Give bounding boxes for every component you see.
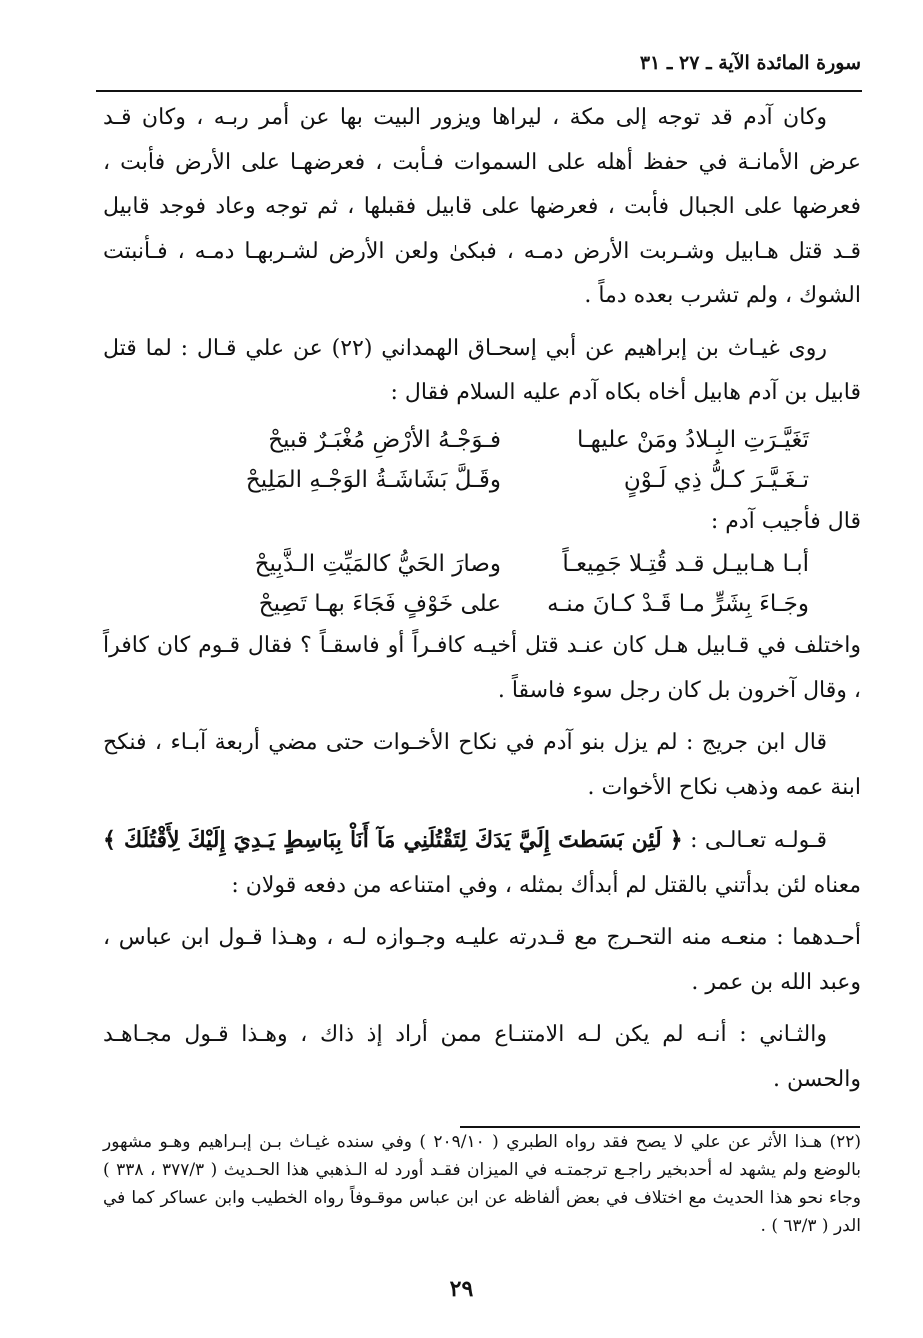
paragraph-ibn-jurayj: قال ابن جريج : لم يزل بنو آدم في نكاح الأخـوات حتى مضي أربعة آبـاء ، فنكح ابنة عمه وذهب نكاح الأخوات . <box>103 730 861 800</box>
verse-line <box>103 544 861 584</box>
verse-hemistich-second: وقَـلَّ بَشَاشَـةُ الوَجْـهِ المَلِيحْ <box>245 466 501 493</box>
quran-quote: ﴿ لَئِن بَسَطتَ إِلَيَّ يَدَكَ لِتَقْتُلَنِي مَآ أَنَاْ بِبَاسِطٍ يَـدِيَ إِلَيْكَ لِأَقْتُلَكَ ﴾ <box>103 827 683 853</box>
poem-reply <box>103 544 861 624</box>
verse-line <box>103 460 861 500</box>
verse-hemistich-second: فـوَجْـهُ الأرْضِ مُغْبَـرٌ قبيحْ <box>268 426 501 453</box>
footnote <box>103 1128 861 1240</box>
verse-hemistich-first: أبـا هـابيـل قـد قُتِـلا جَمِيعـاً <box>562 551 809 577</box>
verse-line <box>103 420 861 460</box>
paragraph-reply-intro: قال فأجيب آدم : <box>710 508 861 534</box>
quran-explanation: معناه لئن بدأتني بالقتل لم أبدأك بمثله ، وفي امتناعه من دفعه قولان : <box>231 872 861 898</box>
paragraph-adam-mecca: وكان آدم قد توجه إلى مكة ، ليراها ويزور البيت بها عن أمر ربـه ، وكان قـد عرض الأمانـة في حفظ أهله على السموات فـأبت ، فعرضهـا على الأرض فأبت ، فعرضها على الجبال فأبت ، فعرضها على قابيل فقبلها ، ثم توجه وعاد فوجد قابيل قـد قتل هـابيل وشـربت الأرض دمـه ، فبكىٰ ولعن الأرض لشـربهـا دمـه ، فـأنبتت الشوك ، ولم تشرب بعده دماً . <box>103 105 861 308</box>
paragraph-narration: روى غيـاث بن إبراهيم عن أبي إسحـاق الهمداني (٢٢) عن علي قـال : لما قتل قابيل بن آدم هابيل أخاه بكاه آدم عليه السلام فقال : <box>103 335 861 405</box>
verse-hemistich-second: وصارَ الحَيُّ كالمَيِّتِ الـذَّبِيحْ <box>254 551 501 577</box>
footnote-22: (٢٢) هـذا الأثر عن علي لا يصح فقد رواه الطبري ( ٢٠٩/١٠ ) وفي سنده غيـاث بـن إبـراهيم وهـو مشهور بالوضع ولم يشهد له أحدبخير راجـع ترجمتـه في الميزان فقـد أورد له الـذهبي هذا الحـديث ( ٣٧٧/٣ ، ٣٣٨ ) وجاء نحو هذا الحديث مع اختلاف في بعض ألفاظه عن ابن عباس موقـوفاً رواه الخطيب وابن عساكر كما في الدر ( ٦٣/٣ ) . <box>103 1132 862 1236</box>
poem-lament <box>103 420 861 500</box>
quran-lead: قـولـه تعـالـى : <box>690 828 827 853</box>
verse-hemistich-first: تـغَـيَّـرَ كـلُّ ذِي لَـوْنٍ <box>623 466 809 493</box>
paragraph-quran-verse <box>103 818 861 908</box>
body-text <box>103 96 861 1102</box>
header-rule <box>96 90 862 92</box>
paragraph-first-view: أحـدهما : منعـه منه التحـرج مع قـدرته عليـه وجـوازه لـه ، وهـذا قـول ابن عباس ، وعبد الله بن عمر . <box>103 925 861 995</box>
verse-hemistich-first: وجَـاءَ بِشَرٍّ مـا قَـدْ كـانَ منـه <box>547 591 809 617</box>
paragraph-dispute: واختلف في قـابيل هـل كان عنـد قتل أخيـه كافـراً أو فاسقـاً ؟ فقال قـوم كان كافراً ، وقال آخرون بل كان رجل سوء فاسقاً . <box>103 633 861 703</box>
verse-hemistich-second: على خَوْفٍ فَجَاءَ بهـا تَصِيحْ <box>258 591 501 617</box>
paragraph-second-view: والثـاني : أنـه لم يكن لـه الامتنـاع ممن أراد إذ ذاك ، وهـذا قـول مجـاهـد والحسن . <box>103 1022 861 1092</box>
verse-line <box>103 584 861 624</box>
running-head: سورة المائدة الآية ـ ٢٧ ـ ٣١ <box>639 52 861 74</box>
verse-hemistich-first: تَغَيَّـرَتِ البِـلادُ ومَنْ عليهـا <box>576 426 809 453</box>
page-number: ٢٩ <box>449 1276 474 1302</box>
